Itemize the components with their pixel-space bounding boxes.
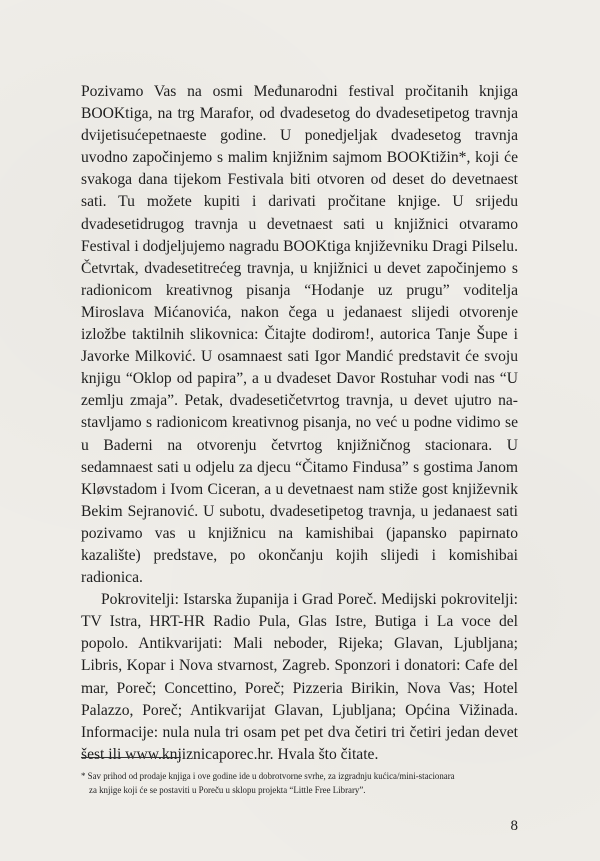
page-number: 8 <box>510 818 518 834</box>
body-text <box>81 81 518 766</box>
footnote-line-1: * Sav prihod od prodaje knjiga i ove godine ide u dobrotvorne svrhe, za izgradnju kućica/mini-stacionara <box>81 771 455 781</box>
paragraph-sponsors: Pokrovitelji: Istarska županija i Grad Poreč. Medijski pokrovitelji: TV Istra, HRT-HR Radio Pula, Glas Istre, Butiga i La voce del popolo. Antikvarijati: Mali neboder, Rijeka; Glavan, Ljubljana; Libris, Kopar i Nova stvarnost, Zagreb. Sponzori i donatori: Cafe del mar, Poreč; Concettino, Poreč; Pizzeria Birikin, Nova Vas; Hotel Palazzo, Poreč; Antikvarijat Glavan, Ljubljana; Općina Vižinada. Informacije: nula nula tri osam pet pet dva četiri tri četiri jedan devet šest ili www.knjiznicaporec.hr. Hvala što čitate. <box>81 591 518 763</box>
footnote-line-2: za knjige koji će se postaviti u Poreču u sklopu projekta “Little Free Library”. <box>89 785 366 795</box>
paragraph-festival-program: Pozivamo Vas na osmi Međunarodni festival pročitanih knjiga BOOKtiga, na trg Marafor, od dvadesetog do dvadesetipetog travnja dvijetisućepetnaeste godine. U ponedjeljak dvadesetog travnja uvodno započinjemo s malim knjižnim sajmom BOOKtižin*, koji će svakoga dana tijekom Festivala biti otvoren od deset do devetnaest sati. Tu možete kupiti i darivati pročitane knjige. U srijedu dvadesetidrugog travnja u devetnaest sati u knjižnici otvaramo Festival i dodjeljujemo nagradu BOOKtiga književniku Dragi Pilselu. Četvrtak, dvadesetitrećeg travnja, u knjižnici u devet započinjemo s radionicom kreativnog pisanja “Hodanje uz prugu” voditelja Miroslava Mićanovića, nakon čega u jedanaest slijedi otvorenje izložbe taktilnih slikovnica: Čitajte dodirom!, autorica Tanje Šupe i Javorke Milković. U osamnaest sati Igor Mandić predstavit će svoju knjigu “Oklop od papira”, a u dvadeset Davor Rostuhar vodi nas “U zemlju zmaja”. Petak, dvadesetičetvrtog travnja, u devet ujutro nastavljamo s radionicom kreativnog pisanja, no već u podne vidimo se u Baderni na otvorenju četvrtog knjižničnog stacionara. U sedamnaest sati u odjelu za djecu “Čitamo Findusa” s gostima Janom Kløvstadom i Ivom Ciceran, a u devetnaest nam stiže gost književnik Bekim Sejranović. U subotu, dvadesetipetog travnja, u jedanaest sati pozivamo vas u knjižnicu na kamishibai (japansko papirnato kazalište) predstave, po okončanju kojih slijedi i komishibai radionica. <box>81 83 518 587</box>
footnote <box>81 769 518 797</box>
footnote-divider <box>81 757 181 758</box>
